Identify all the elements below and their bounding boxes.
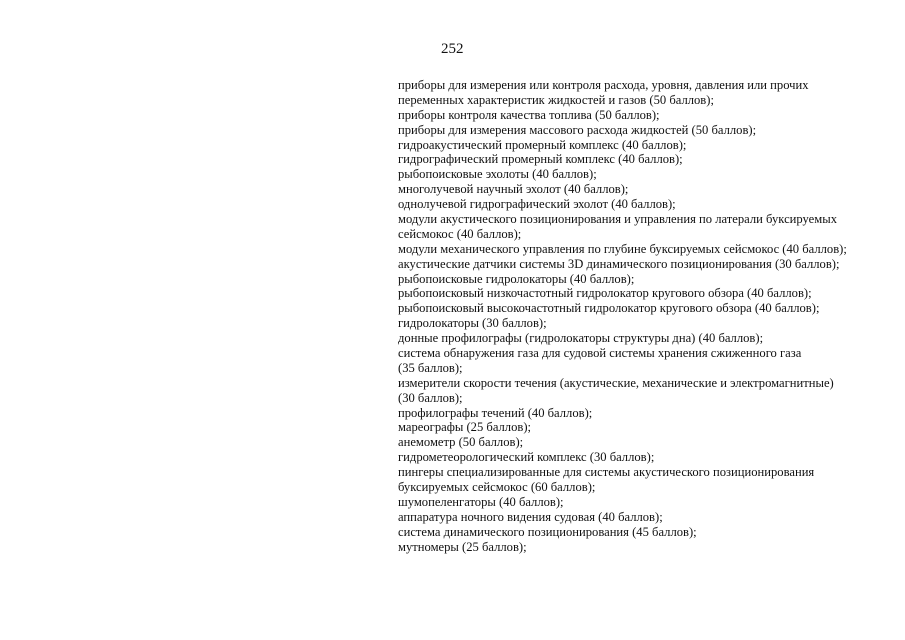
text-line: система динамического позиционирования (45 баллов);	[398, 524, 697, 539]
text-line: сейсмокос (40 баллов);	[398, 226, 522, 241]
text-line: шумопеленгаторы (40 баллов);	[398, 494, 564, 509]
text-line: гидрографический промерный комплекс (40 баллов);	[398, 152, 683, 167]
text-line: гидролокаторы (30 баллов);	[398, 316, 547, 331]
document-body	[398, 78, 898, 555]
text-line: (35 баллов);	[398, 360, 463, 375]
text-line: буксируемых сейсмокос (60 баллов);	[398, 480, 596, 495]
text-line: приборы для измерения массового расхода жидкостей (50 баллов);	[398, 122, 757, 137]
text-line: пингеры специализированные для системы акустического позиционирования	[398, 465, 815, 480]
text-line: анемометр (50 баллов);	[398, 435, 524, 450]
text-line: рыбопоисковый низкочастотный гидролокатор кругового обзора (40 баллов);	[398, 286, 812, 301]
text-line: мутномеры (25 баллов);	[398, 539, 527, 554]
text-line: рыбопоисковые гидролокаторы (40 баллов);	[398, 271, 635, 286]
text-line: мареографы (25 баллов);	[398, 420, 532, 435]
text-line: рыбопоисковые эхолоты (40 баллов);	[398, 167, 597, 182]
text-line: модули акустического позиционирования и управления по латерали буксируемых	[398, 212, 837, 227]
text-line: донные профилографы (гидролокаторы структуры дна) (40 баллов);	[398, 331, 764, 346]
text-line: многолучевой научный эхолот (40 баллов);	[398, 182, 629, 197]
text-line: профилографы течений (40 баллов);	[398, 405, 593, 420]
text-line: модули механического управления по глубине буксируемых сейсмокос (40 баллов);	[398, 241, 847, 256]
text-line: рыбопоисковый высокочастотный гидролокатор кругового обзора (40 баллов);	[398, 301, 820, 316]
text-line: измерители скорости течения (акустические, механические и электромагнитные)	[398, 375, 834, 390]
text-line: переменных характеристик жидкостей и газов (50 баллов);	[398, 92, 714, 107]
text-line: гидроакустический промерный комплекс (40 баллов);	[398, 137, 687, 152]
text-line: однолучевой гидрографический эхолот (40 баллов);	[398, 197, 676, 212]
text-line: аппаратура ночного видения судовая (40 баллов);	[398, 509, 663, 524]
text-line: гидрометеорологический комплекс (30 баллов);	[398, 450, 655, 465]
text-line: система обнаружения газа для судовой системы хранения сжиженного газа	[398, 346, 802, 361]
text-line: (30 баллов);	[398, 390, 463, 405]
text-line: акустические датчики системы 3D динамического позиционирования (30 баллов);	[398, 256, 840, 271]
page-number: 252	[441, 41, 464, 57]
text-line: приборы для измерения или контроля расхода, уровня, давления или прочих	[398, 78, 809, 92]
text-line: приборы контроля качества топлива (50 баллов);	[398, 107, 660, 122]
